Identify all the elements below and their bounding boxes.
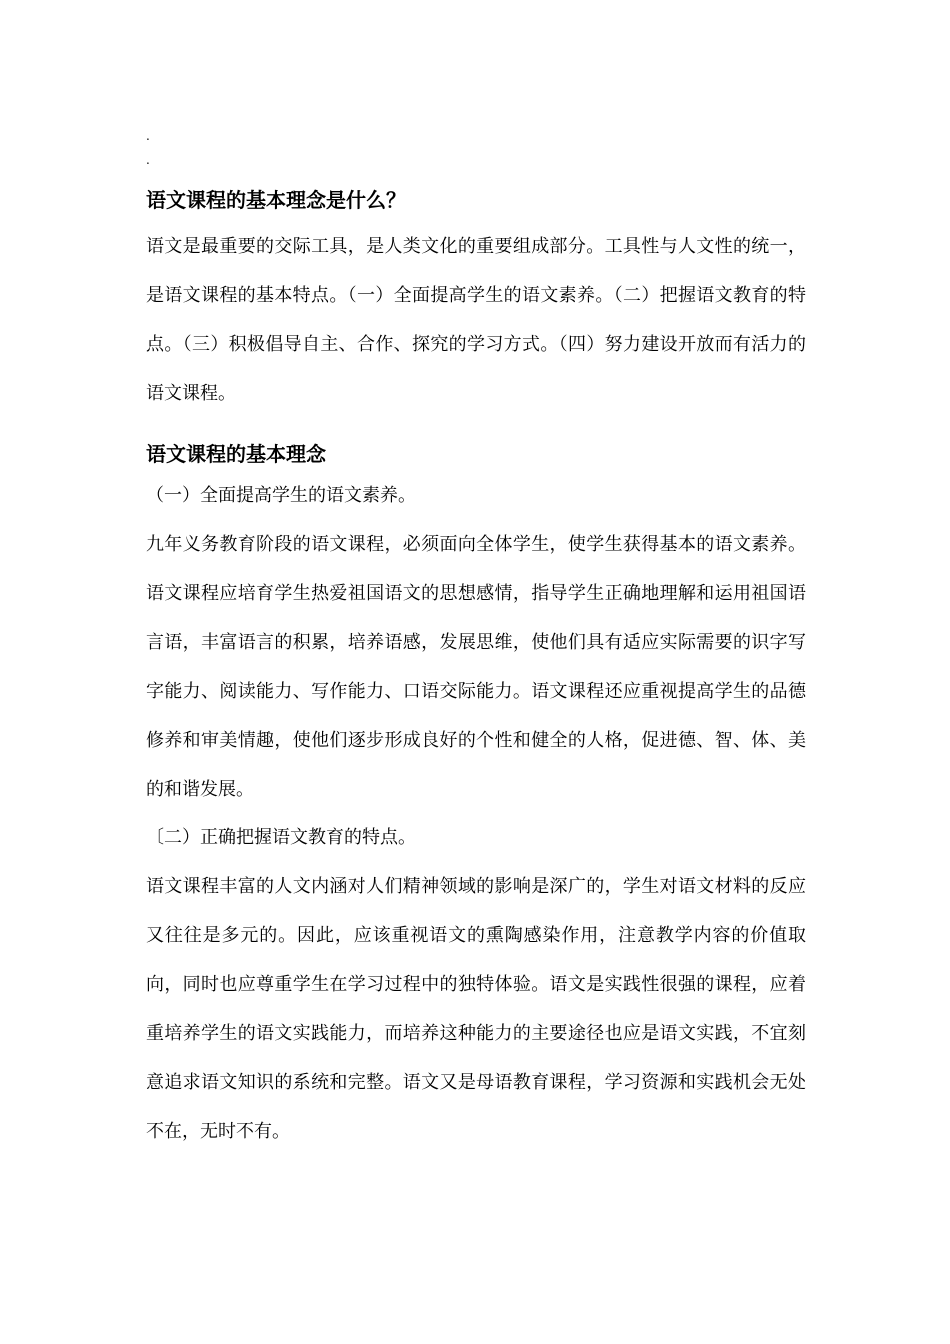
page-marker-dot: . <box>146 153 150 167</box>
section-heading: 语文课程的基本理念 <box>146 442 326 466</box>
subsection-heading: 〔二）正确把握语文教育的特点。 <box>146 827 416 848</box>
document-body <box>146 184 806 1156</box>
body-paragraph: 九年义务教育阶段的语文课程，必须面向全体学生，使学生获得基本的语文素养。语文课程应培育学生热爱祖国语文的思想感情，指导学生正确地理解和运用祖国语言语，丰富语言的积累，培养语感，发展思维，使他们具有适应实际需要的识字写字能力、阅读能力、写作能力、口语交际能力。语文课程还应重视提高学生的品德修养和审美情趣，使他们逐步形成良好的个性和健全的人格，促进德、智、体、美的和谐发展。 <box>146 534 806 800</box>
page-marker-dot: . <box>146 129 150 143</box>
body-paragraph: 语文是最重要的交际工具，是人类文化的重要组成部分。工具性与人文性的统一，是语文课程的基本特点。（一）全面提高学生的语文素养。（二）把握语文教育的特点。（三）积极倡导自主、合作、探究的学习方式。（四）努力建设开放而有活力的语文课程。 <box>146 236 806 404</box>
section-heading: 语文课程的基本理念是什么？ <box>146 188 406 212</box>
subsection-heading: （一）全面提高学生的语文素养。 <box>146 485 416 506</box>
body-paragraph: 语文课程丰富的人文内涵对人们精神领域的影响是深广的，学生对语文材料的反应又往往是多元的。因此，应该重视语文的熏陶感染作用，注意教学内容的价值取向，同时也应尊重学生在学习过程中的独特体验。语文是实践性很强的课程，应着重培养学生的语文实践能力，而培养这种能力的主要途径也应是语文实践，不宜刻意追求语文知识的系统和完整。语文又是母语教育课程，学习资源和实践机会无处不在，无时不有。 <box>146 876 806 1142</box>
